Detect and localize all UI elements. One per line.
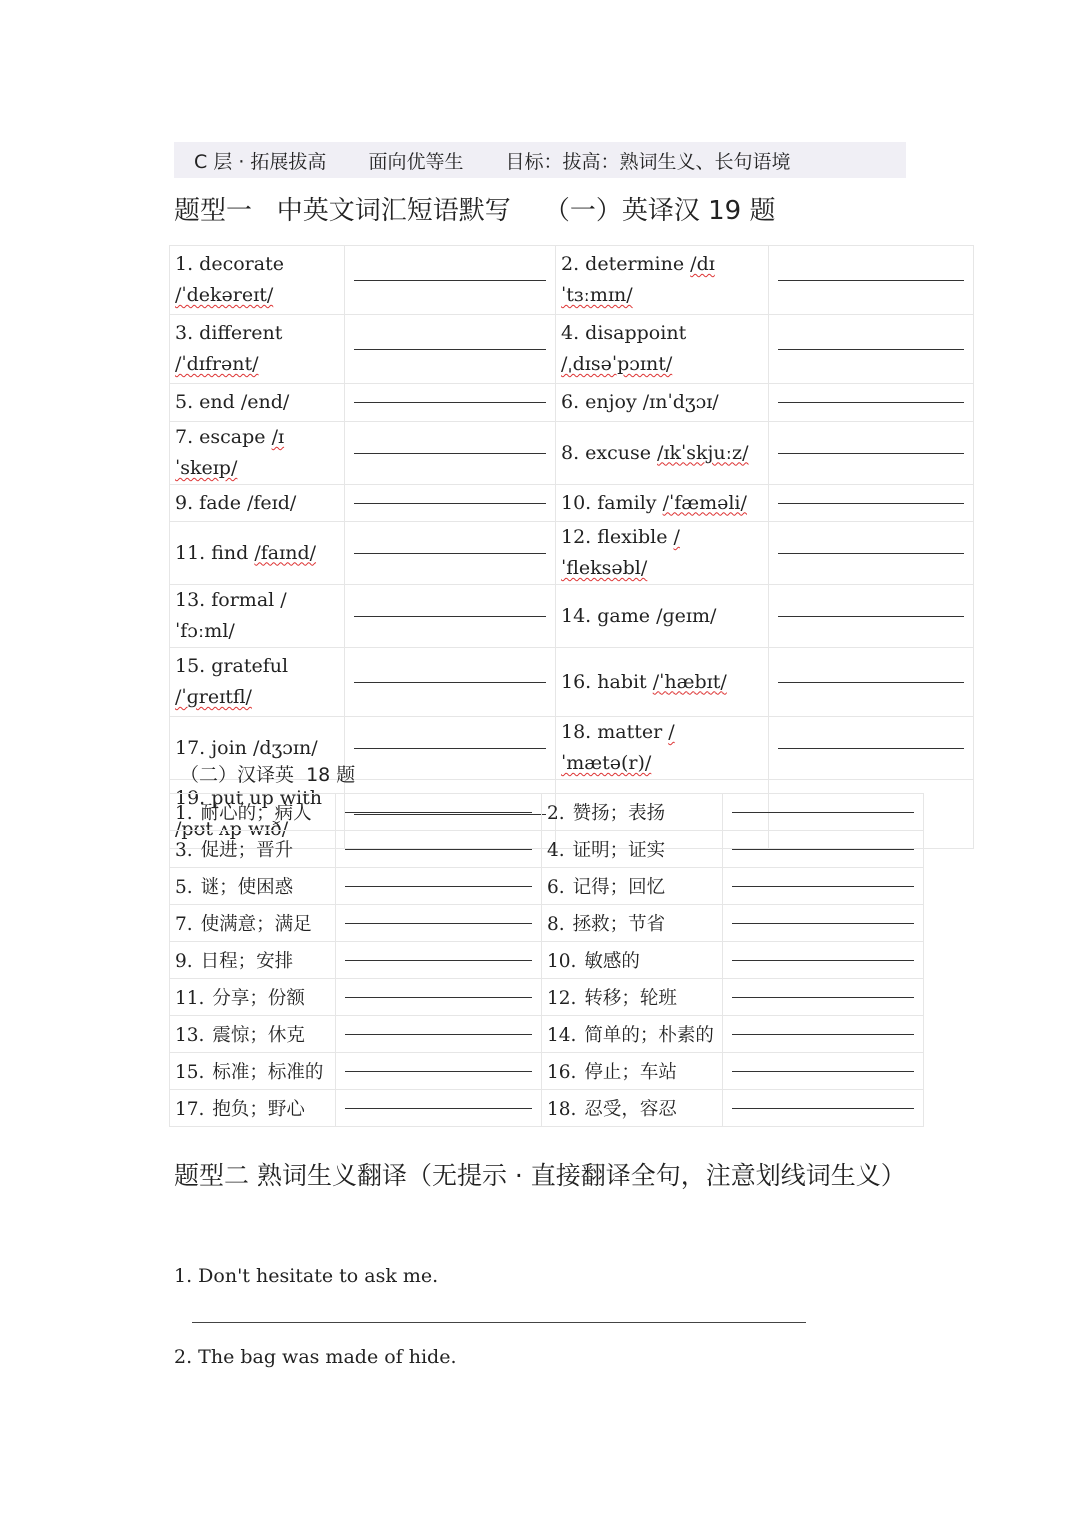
zh-row <box>170 1090 924 1127</box>
zh-word: 赞扬；表扬 <box>572 803 666 824</box>
answer-cell[interactable] <box>769 246 974 315</box>
answer-cell[interactable] <box>723 1016 924 1053</box>
answer-cell[interactable] <box>345 585 556 648</box>
answer-cell[interactable] <box>336 794 542 831</box>
answer-cell[interactable] <box>336 868 542 905</box>
answer-cell[interactable] <box>723 979 924 1016</box>
answer-blank[interactable] <box>345 997 532 998</box>
answer-cell[interactable] <box>345 246 556 315</box>
word-cell: 12. flexible /ˈfleksəbl/ <box>556 522 769 585</box>
zh-word-cell <box>170 942 336 979</box>
zh-word: 震惊；休克 <box>212 1025 305 1046</box>
zh-word-cell <box>542 794 723 831</box>
answer-cell[interactable] <box>345 315 556 384</box>
word-cell: 8. excuse /ɪkˈskjuːz/ <box>556 422 769 485</box>
item-number: 5. <box>175 877 193 898</box>
level-label: C 层 · 拓展拔高 <box>194 150 327 173</box>
audience-label: 面向优等生 <box>368 150 464 173</box>
item-number: 7. <box>175 914 193 935</box>
answer-cell[interactable] <box>345 648 556 717</box>
answer-blank[interactable] <box>778 402 964 403</box>
answer-blank[interactable] <box>345 923 532 924</box>
zh-row <box>170 1053 924 1090</box>
answer-blank[interactable] <box>778 503 964 504</box>
word-cell: 6. enjoy /ɪnˈdʒɔɪ/ <box>556 384 769 422</box>
answer-cell[interactable] <box>345 384 556 422</box>
answer-blank[interactable] <box>354 503 546 504</box>
zh-row <box>170 979 924 1016</box>
answer-blank[interactable] <box>778 682 964 683</box>
zh-row <box>170 1016 924 1053</box>
zh-word-cell <box>170 1016 336 1053</box>
answer-blank[interactable] <box>732 997 914 998</box>
answer-cell[interactable] <box>336 979 542 1016</box>
answer-cell[interactable] <box>336 831 542 868</box>
zh-row <box>170 868 924 905</box>
answer-cell[interactable] <box>769 648 974 717</box>
item-number: 10. <box>547 951 577 972</box>
answer-blank[interactable] <box>345 849 532 850</box>
word-cell: 2. determine /dɪˈtɜːmɪn/ <box>556 246 769 315</box>
word-cell: 9. fade /feɪd/ <box>170 485 345 522</box>
zh-word-cell <box>170 905 336 942</box>
answer-blank[interactable] <box>345 1108 532 1109</box>
word-cell: 7. escape /ɪˈskeɪp/ <box>170 422 345 485</box>
answer-cell[interactable] <box>723 1090 924 1127</box>
answer-cell[interactable] <box>769 585 974 648</box>
answer-cell[interactable] <box>769 384 974 422</box>
zh-word: 证明；证实 <box>572 840 666 861</box>
answer-blank[interactable] <box>732 1071 914 1072</box>
zh-word: 简单的；朴素的 <box>584 1025 714 1046</box>
word-cell: 18. matter /ˈmætə(r)/ <box>556 717 769 780</box>
zh-word: 谜；使困惑 <box>200 877 294 898</box>
answer-cell[interactable] <box>723 1053 924 1090</box>
answer-cell[interactable] <box>336 905 542 942</box>
answer-cell[interactable] <box>723 794 924 831</box>
zh-word: 转移；轮班 <box>584 988 677 1009</box>
answer-blank[interactable] <box>732 923 914 924</box>
answer-cell[interactable] <box>345 485 556 522</box>
answer-blank[interactable] <box>778 453 964 454</box>
zh-row <box>170 942 924 979</box>
section1-title: 题型一 中英文词汇短语默写 （一）英译汉 19 题 <box>174 196 776 226</box>
answer-blank[interactable] <box>345 886 532 887</box>
answer-blank[interactable] <box>354 453 546 454</box>
translation-answer-line[interactable] <box>192 1322 806 1323</box>
item-number: 3. <box>175 840 193 861</box>
answer-cell[interactable] <box>769 717 974 780</box>
answer-cell[interactable] <box>769 522 974 585</box>
word-cell: 13. formal /ˈfɔːml/ <box>170 585 345 648</box>
en-to-zh-table <box>169 245 974 849</box>
word-cell: 10. family /ˈfæməli/ <box>556 485 769 522</box>
answer-cell[interactable] <box>336 1053 542 1090</box>
answer-cell[interactable] <box>769 422 974 485</box>
answer-blank[interactable] <box>732 1108 914 1109</box>
zh-word-cell <box>170 1090 336 1127</box>
sentence-2: 2. The bag was made of hide. <box>174 1346 457 1368</box>
zh-word-cell <box>170 979 336 1016</box>
word-cell: 11. find /faɪnd/ <box>170 522 345 585</box>
item-number: 6. <box>547 877 565 898</box>
answer-cell[interactable] <box>723 942 924 979</box>
word-cell: 3. different /ˈdɪfrənt/ <box>170 315 345 384</box>
word-cell: 17. join /dʒɔɪn/ <box>170 717 345 780</box>
answer-cell[interactable] <box>345 422 556 485</box>
zh-word: 分享；份额 <box>212 988 305 1009</box>
item-number: 8. <box>547 914 565 935</box>
answer-blank[interactable] <box>354 280 546 281</box>
answer-blank[interactable] <box>345 1034 532 1035</box>
zh-row <box>170 905 924 942</box>
answer-blank[interactable] <box>345 812 532 813</box>
answer-blank[interactable] <box>732 812 914 813</box>
zh-word-cell <box>542 1090 723 1127</box>
item-number: 12. <box>547 988 577 1009</box>
item-number: 9. <box>175 951 193 972</box>
answer-cell[interactable] <box>345 717 556 780</box>
sentence-1: 1. Don't hesitate to ask me. <box>174 1265 439 1287</box>
item-number: 4. <box>547 840 565 861</box>
zh-word: 使满意；满足 <box>200 914 312 935</box>
zh-word-cell <box>170 831 336 868</box>
item-number: 1. <box>175 803 193 824</box>
answer-cell[interactable] <box>723 868 924 905</box>
zh-word: 抱负；野心 <box>212 1099 305 1120</box>
item-number: 2. <box>547 803 565 824</box>
section2-title: 题型二 熟词生义翻译（无提示 · 直接翻译全句，注意划线词生义） <box>174 1161 906 1190</box>
item-number: 11. <box>175 988 205 1009</box>
zh-word: 停止；车站 <box>584 1062 677 1083</box>
zh-word: 促进；晋升 <box>200 840 294 861</box>
zh-word: 敏感的 <box>584 951 640 972</box>
zh-word-cell <box>170 1053 336 1090</box>
item-number: 15. <box>175 1062 205 1083</box>
item-number: 17. <box>175 1099 205 1120</box>
zh-word: 耐心的；病人 <box>200 803 312 824</box>
answer-cell[interactable] <box>336 1090 542 1127</box>
answer-cell[interactable] <box>336 942 542 979</box>
word-cell: 16. habit /ˈhæbɪt/ <box>556 648 769 717</box>
answer-blank[interactable] <box>778 553 964 554</box>
zh-word-cell <box>542 942 723 979</box>
answer-blank[interactable] <box>778 616 964 617</box>
zh-word-cell <box>170 868 336 905</box>
answer-blank[interactable] <box>354 616 546 617</box>
answer-blank[interactable] <box>354 553 546 554</box>
answer-cell[interactable] <box>723 831 924 868</box>
answer-blank[interactable] <box>778 280 964 281</box>
zh-to-en-table <box>169 793 924 1127</box>
zh-word-cell <box>542 1053 723 1090</box>
word-cell: 15. grateful /ˈɡreɪtfl/ <box>170 648 345 717</box>
zh-word: 记得；回忆 <box>572 877 666 898</box>
answer-cell[interactable] <box>769 315 974 384</box>
item-number: 14. <box>547 1025 577 1046</box>
zh-row <box>170 794 924 831</box>
answer-blank[interactable] <box>345 960 532 961</box>
item-number: 16. <box>547 1062 577 1083</box>
answer-cell[interactable] <box>345 522 556 585</box>
answer-blank[interactable] <box>732 1034 914 1035</box>
zh-word: 拯救；节省 <box>572 914 666 935</box>
sub-section-title: （二）汉译英 18 题 <box>180 764 356 786</box>
zh-word: 忍受，容忍 <box>584 1099 677 1120</box>
zh-word-cell <box>542 979 723 1016</box>
item-number: 18. <box>547 1099 577 1120</box>
answer-cell[interactable] <box>769 485 974 522</box>
answer-blank[interactable] <box>732 960 914 961</box>
level-header-bar <box>174 142 906 178</box>
zh-word-cell <box>542 905 723 942</box>
zh-word-cell <box>542 868 723 905</box>
zh-word-cell <box>542 1016 723 1053</box>
answer-blank[interactable] <box>354 682 546 683</box>
zh-word-cell <box>542 831 723 868</box>
zh-word-cell <box>170 794 336 831</box>
answer-blank[interactable] <box>732 886 914 887</box>
zh-row <box>170 831 924 868</box>
answer-blank[interactable] <box>778 748 964 749</box>
answer-blank[interactable] <box>354 748 546 749</box>
answer-blank[interactable] <box>778 349 964 350</box>
answer-cell[interactable] <box>336 1016 542 1053</box>
answer-cell[interactable] <box>723 905 924 942</box>
answer-blank[interactable] <box>345 1071 532 1072</box>
word-cell: 4. disappoint /ˌdɪsəˈpɔɪnt/ <box>556 315 769 384</box>
goal-label: 目标：拔高：熟词生义、长句语境 <box>505 150 791 173</box>
answer-blank[interactable] <box>354 402 546 403</box>
word-cell: 1. decorate /ˈdekəreɪt/ <box>170 246 345 315</box>
word-cell: 5. end /end/ <box>170 384 345 422</box>
answer-blank[interactable] <box>354 349 546 350</box>
answer-blank[interactable] <box>732 849 914 850</box>
zh-word: 日程；安排 <box>200 951 294 972</box>
word-cell: 14. game /ɡeɪm/ <box>556 585 769 648</box>
word-cell: 19. put up with /pʊt ʌp wɪð/ <box>170 780 345 849</box>
zh-word: 标准；标准的 <box>212 1062 324 1083</box>
item-number: 13. <box>175 1025 205 1046</box>
